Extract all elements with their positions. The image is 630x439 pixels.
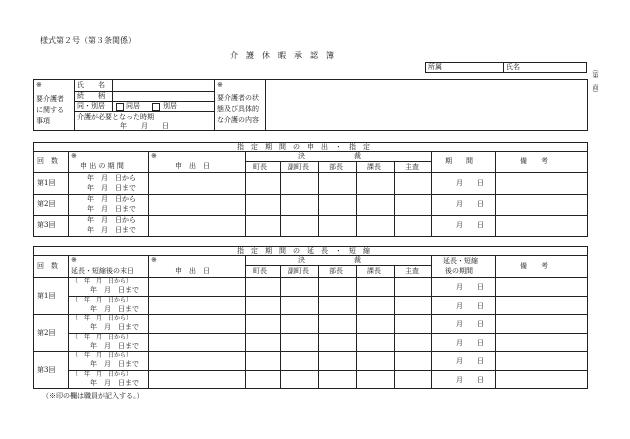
period-to: 年 月 日まで <box>87 205 136 213</box>
ext-to: 年 月 日まで <box>90 342 139 350</box>
page-label: （第 面） <box>591 66 598 96</box>
col-term: 期 間 <box>445 157 473 165</box>
cohabit-option-same: 同居 <box>126 102 140 110</box>
name-row-label: 氏 名 <box>77 81 105 89</box>
care-subject-label-2: に関する <box>36 106 64 114</box>
mark-apply-date: ※ <box>151 152 157 160</box>
ext-to: 年 月 日まで <box>90 305 139 313</box>
extension-heading: 指 定 期 間 の 延 長 ・ 短 縮 <box>237 247 370 255</box>
mark-condition: ※ <box>217 81 223 89</box>
row-label: 第3回 <box>37 221 56 229</box>
period-from: 年 月 日から <box>87 174 136 182</box>
role-chief: 主査 <box>405 267 419 275</box>
required-from-label: 介護が必要となった時期 <box>77 113 154 121</box>
ext-from: （ 年 月 日から） <box>72 334 133 341</box>
col-apply-date: 申 出 日 <box>175 162 210 170</box>
condition-label-3: な介護の内容 <box>217 116 259 124</box>
col-decision: 決 裁 <box>298 256 361 264</box>
col-remarks: 備 考 <box>520 157 548 165</box>
term-value: 月 日 <box>456 200 484 208</box>
col-period: 申 出 の 期 間 <box>80 162 124 170</box>
term-value: 月 日 <box>456 179 484 187</box>
term-value: 月 日 <box>456 320 484 328</box>
mark-apply-date: ※ <box>151 256 157 264</box>
condition-label-1: 要介護者の状 <box>217 94 259 102</box>
designation-heading: 指 定 期 間 の 申 出 ・ 指 定 <box>237 143 370 151</box>
term-value: 月 日 <box>456 357 484 365</box>
footnote: （※印の欄は職員が記入する。） <box>42 392 144 400</box>
row-label: 第1回 <box>37 292 56 300</box>
mark-period: ※ <box>71 152 77 160</box>
cohabit-row-label: 同・別居 <box>77 102 105 110</box>
period-from: 年 月 日から <box>87 195 136 203</box>
col-apply-date: 申 出 日 <box>175 267 210 275</box>
role-director: 部長 <box>329 163 343 171</box>
ext-to: 年 月 日まで <box>90 360 139 368</box>
required-from-date: 年 月 日 <box>120 122 169 130</box>
mark-care-subject: ※ <box>36 81 42 89</box>
term-value: 月 日 <box>456 302 484 310</box>
cohabit-option-separate: 別居 <box>163 102 177 110</box>
ext-from: （ 年 月 日から） <box>72 297 133 304</box>
row-label: 第2回 <box>37 200 56 208</box>
ext-from: （ 年 月 日から） <box>72 278 133 285</box>
ext-to: 年 月 日まで <box>90 323 139 331</box>
care-subject-label-1: 要介護者 <box>36 95 64 103</box>
relation-row-label: 続 柄 <box>77 92 105 100</box>
col-period: 延長・短縮後の末日 <box>71 267 134 275</box>
row-label: 第3回 <box>37 366 56 374</box>
affiliation-label: 所属 <box>428 63 442 71</box>
row-label: 第2回 <box>37 329 56 337</box>
separate-checkbox[interactable] <box>152 103 160 111</box>
role-section-chief: 課長 <box>367 163 381 171</box>
term-value: 月 日 <box>456 376 484 384</box>
name-label: 氏名 <box>506 63 520 71</box>
ext-from: （ 年 月 日から） <box>72 352 133 359</box>
care-subject-label-3: 事項 <box>36 117 50 125</box>
cohabit-checkbox[interactable] <box>116 103 124 111</box>
ext-from: （ 年 月 日から） <box>72 371 133 378</box>
form-code: 様式第２号（第３条関係） <box>40 36 136 45</box>
col-term-2: 後の期間 <box>445 267 473 275</box>
row-label: 第1回 <box>37 179 56 187</box>
term-value: 月 日 <box>456 339 484 347</box>
ext-to: 年 月 日まで <box>90 286 139 294</box>
condition-label-2: 態及び具体的 <box>217 105 259 113</box>
role-mayor: 町長 <box>253 163 267 171</box>
ext-to: 年 月 日まで <box>90 379 139 387</box>
period-to: 年 月 日まで <box>87 184 136 192</box>
col-count: 回 数 <box>37 157 58 165</box>
role-chief: 主査 <box>405 163 419 171</box>
col-count: 回 数 <box>37 262 58 270</box>
role-deputy-mayor: 副町長 <box>288 267 309 275</box>
role-director: 部長 <box>329 267 343 275</box>
term-value: 月 日 <box>456 221 484 229</box>
role-section-chief: 課長 <box>367 267 381 275</box>
form-title: 介 護 休 暇 承 認 簿 <box>230 51 334 60</box>
role-deputy-mayor: 副町長 <box>288 163 309 171</box>
term-value: 月 日 <box>456 283 484 291</box>
period-from: 年 月 日から <box>87 216 136 224</box>
ext-from: （ 年 月 日から） <box>72 315 133 322</box>
mark-period: ※ <box>71 256 77 264</box>
col-term-1: 延長・短縮 <box>443 257 478 265</box>
col-remarks: 備 考 <box>520 262 548 270</box>
period-to: 年 月 日まで <box>87 226 136 234</box>
role-mayor: 町長 <box>253 267 267 275</box>
col-decision: 決 裁 <box>298 152 361 160</box>
